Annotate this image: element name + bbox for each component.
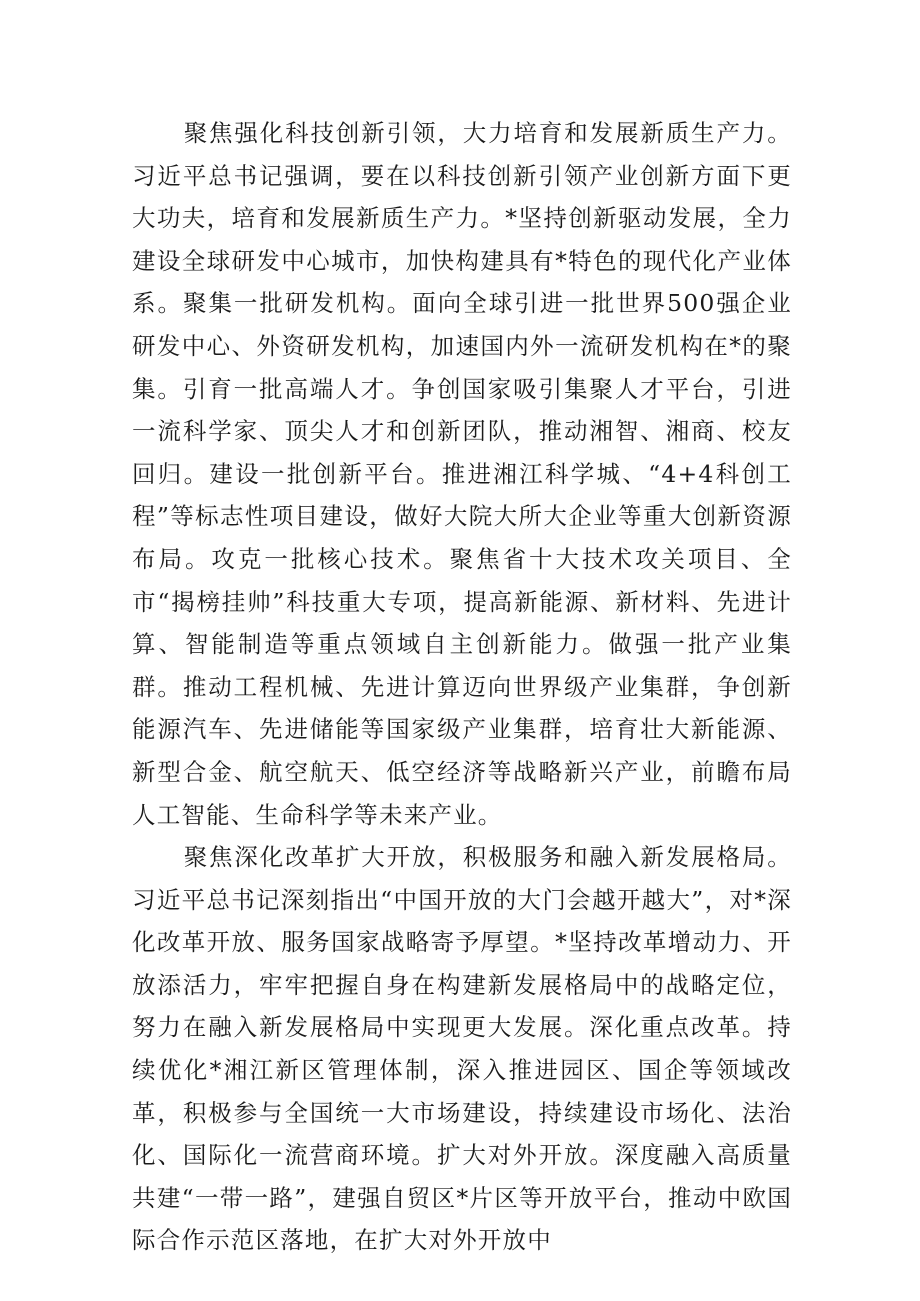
paragraph-reform-opening: 聚焦深化改革扩大开放，积极服务和融入新发展格局。习近平总书记深刻指出“中国开放的大门会越开越大”，对*深化改革开放、服务国家战略寄予厚望。*坚持改革增动力、开放添活力，牢牢把握自身在构建新发展格局中的战略定位，努力在融入新发展格局中实现更大发展。深化重点改革。持续优化*湘江新区管理体制，深入推进园区、国企等领域改革，积极参与全国统一大市场建设，持续建设市场化、法治化、国际化一流营商环境。扩大对外开放。深度融入高质量共建“一带一路”，建强自贸区*片区等开放平台，推动中欧国际合作示范区落地，在扩大对外开放中: [132, 843, 792, 1255]
paragraph-tech-innovation: 聚焦强化科技创新引领，大力培育和发展新质生产力。习近平总书记强调，要在以科技创新引领产业创新方面下更大功夫，培育和发展新质生产力。*坚持创新驱动发展，全力建设全球研发中心城市，加快构建具有*特色的现代化产业体系。聚集一批研发机构。面向全球引进一批世界500强企业研发中心、外资研发机构，加速国内外一流研发机构在*的聚集。引育一批高端人才。争创国家吸引集聚人才平台，引进一流科学家、顶尖人才和创新团队，推动湘智、湘商、校友回归。建设一批创新平台。推进湘江科学城、“4+4科创工程”等标志性项目建设，做好大院大所大企业等重大创新资源布局。攻克一批核心技术。聚焦省十大技术攻关项目、全市“揭榜挂帅”科技重大专项，提高新能源、新材料、先进计算、智能制造等重点领域自主创新能力。做强一批产业集群。推动工程机械、先进计算迈向世界级产业集群，争创新能源汽车、先进储能等国家级产业集群，培育壮大新能源、新型合金、航空航天、低空经济等战略新兴产业，前瞻布局人工智能、生命科学等未来产业。: [132, 119, 792, 829]
document-body: [132, 112, 792, 1262]
